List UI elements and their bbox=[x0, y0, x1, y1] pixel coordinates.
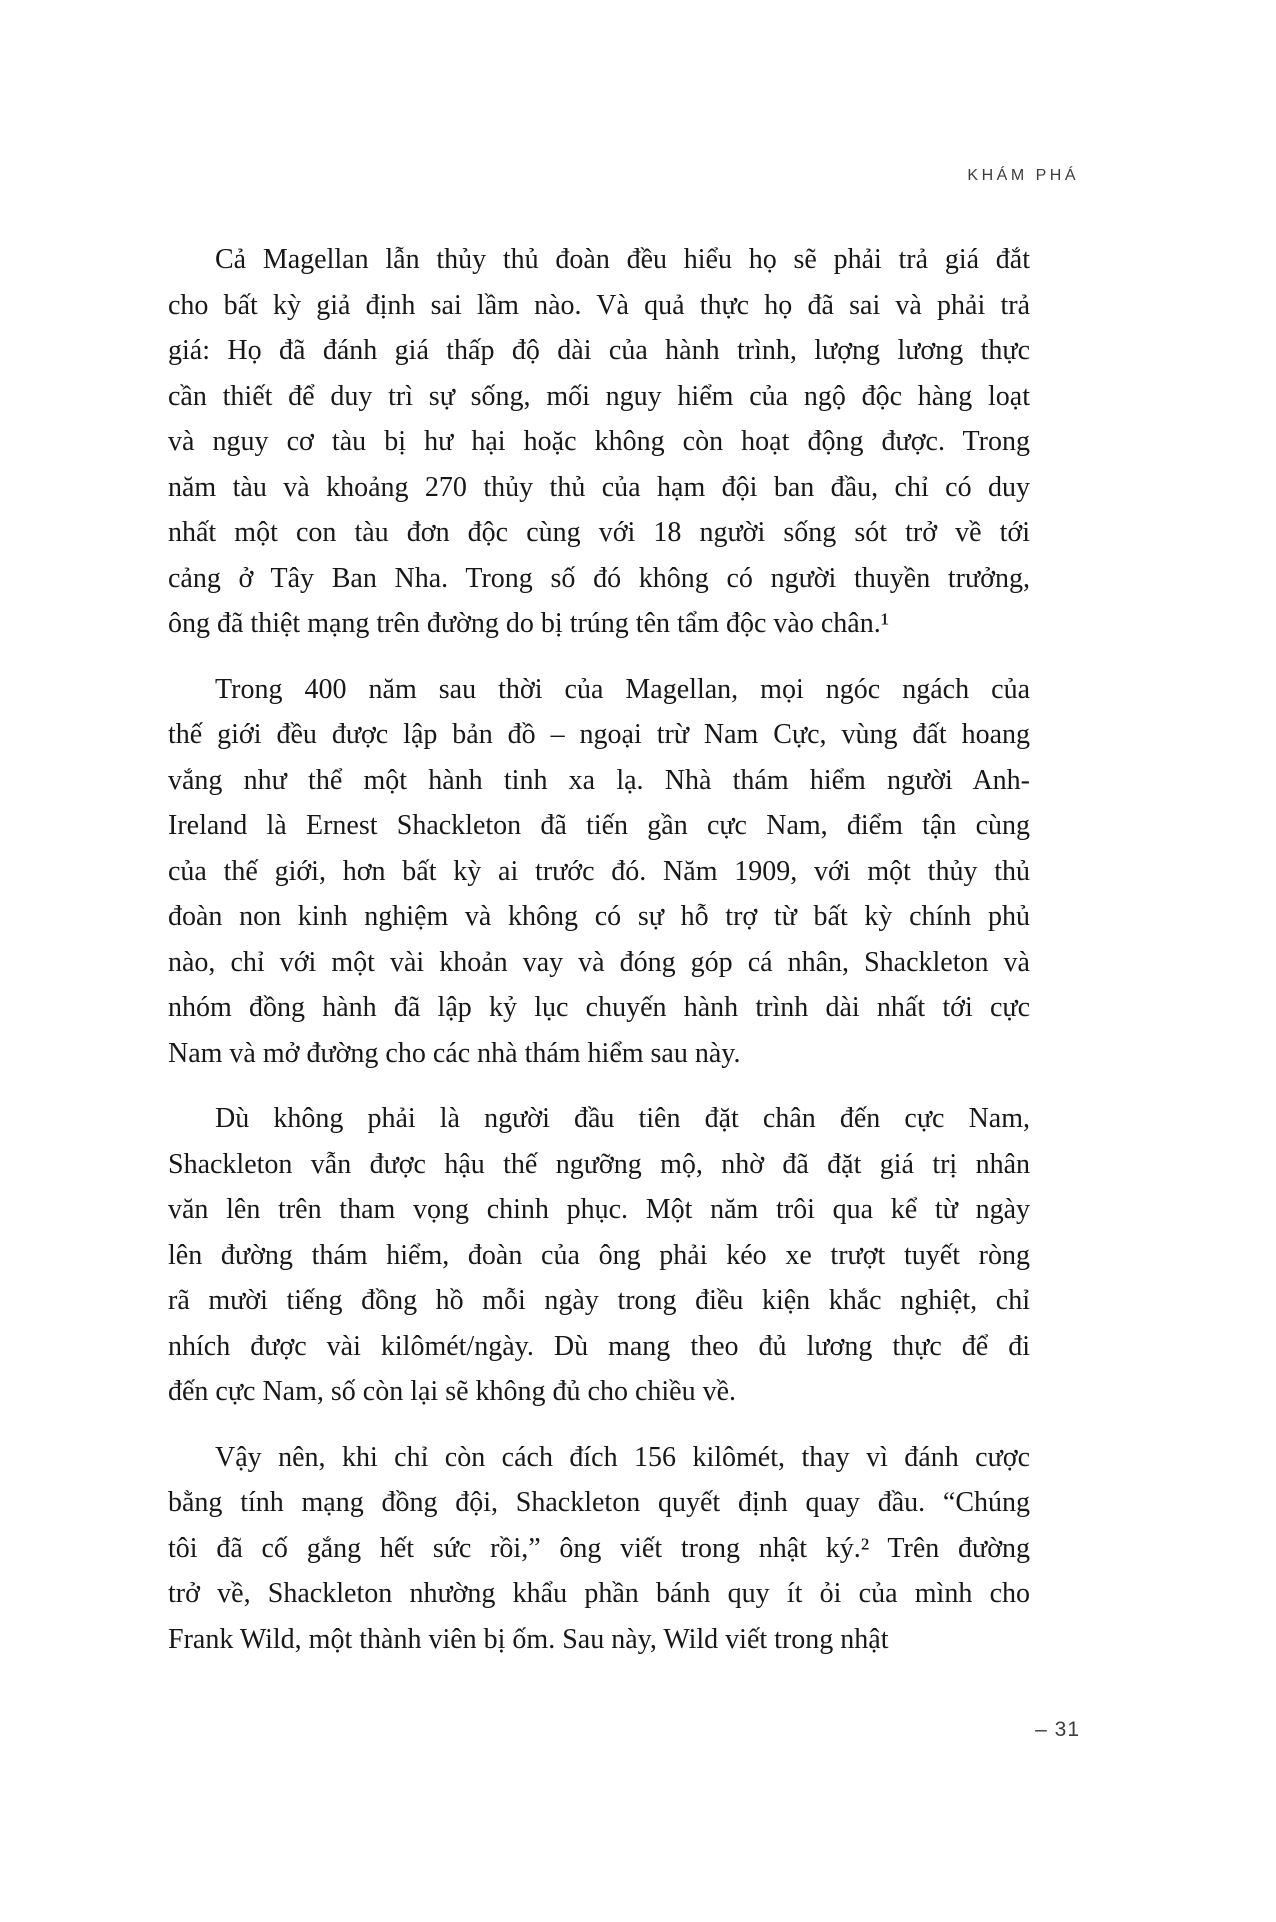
text-line: cần thiết để duy trì sự sống, mối nguy hiểm của ngộ độc hàng loạt bbox=[168, 380, 1030, 412]
text-line: ông đã thiệt mạng trên đường do bị trúng tên tẩm độc vào chân.¹ bbox=[168, 608, 890, 639]
text-line: cho bất kỳ giả định sai lầm nào. Và quả thực họ đã sai và phải trả bbox=[168, 289, 1030, 321]
text-line: đoàn non kinh nghiệm và không có sự hỗ trợ từ bất kỳ chính phủ bbox=[168, 901, 1030, 932]
text-line: Dù không phải là người đầu tiên đặt chân đến cực Nam, bbox=[215, 1103, 1030, 1134]
text-line: trở về, Shackleton nhường khẩu phần bánh quy ít ỏi của mình cho bbox=[168, 1578, 1030, 1609]
running-header: KHÁM PHÁ bbox=[967, 167, 1079, 184]
paragraph bbox=[168, 1435, 1030, 1663]
text-line: giá: Họ đã đánh giá thấp độ dài của hành trình, lượng lương thực bbox=[168, 335, 1030, 366]
text-line: văn lên trên tham vọng chinh phục. Một năm trôi qua kể từ ngày bbox=[168, 1194, 1030, 1225]
text-line: Vậy nên, khi chỉ còn cách đích 156 kilômét, thay vì đánh cược bbox=[215, 1441, 1030, 1473]
text-line: nào, chỉ với một vài khoản vay và đóng góp cá nhân, Shackleton và bbox=[168, 946, 1030, 978]
text-line: Frank Wild, một thành viên bị ốm. Sau này, Wild viết trong nhật bbox=[168, 1623, 889, 1655]
text-line: Shackleton vẫn được hậu thế ngưỡng mộ, nhờ đã đặt giá trị nhân bbox=[168, 1148, 1030, 1180]
text-line: Trong 400 năm sau thời của Magellan, mọi ngóc ngách của bbox=[215, 673, 1030, 705]
text-line: cảng ở Tây Ban Nha. Trong số đó không có người thuyền trưởng, bbox=[168, 562, 1030, 594]
text-line: lên đường thám hiểm, đoàn của ông phải kéo xe trượt tuyết ròng bbox=[168, 1239, 1030, 1271]
text-line: Nam và mở đường cho các nhà thám hiểm sau này. bbox=[168, 1037, 741, 1069]
text-line: Cả Magellan lẫn thủy thủ đoàn đều hiểu họ sẽ phải trả giá đắt bbox=[215, 244, 1030, 275]
text-line: bằng tính mạng đồng đội, Shackleton quyết định quay đầu. “Chúng bbox=[168, 1487, 1030, 1518]
text-line: rã mười tiếng đồng hồ mỗi ngày trong điều kiện khắc nghiệt, chỉ bbox=[168, 1285, 1030, 1316]
text-line: đến cực Nam, số còn lại sẽ không đủ cho chiều về. bbox=[168, 1376, 737, 1407]
text-line: nhích được vài kilômét/ngày. Dù mang theo đủ lương thực để đi bbox=[168, 1330, 1030, 1362]
text-line: năm tàu và khoảng 270 thủy thủ của hạm đội ban đầu, chỉ có duy bbox=[168, 471, 1030, 503]
text-line: Ireland là Ernest Shackleton đã tiến gần cực Nam, điểm tận cùng bbox=[168, 810, 1030, 841]
text-line: vắng như thể một hành tinh xa lạ. Nhà thám hiểm người Anh- bbox=[168, 764, 1030, 796]
text-line: của thế giới, hơn bất kỳ ai trước đó. Năm 1909, với một thủy thủ bbox=[168, 855, 1030, 887]
paragraph bbox=[168, 237, 1030, 647]
text-line: thế giới đều được lập bản đồ – ngoại trừ Nam Cực, vùng đất hoang bbox=[168, 719, 1030, 750]
text-line: nhóm đồng hành đã lập kỷ lục chuyến hành trình dài nhất tới cực bbox=[168, 992, 1030, 1023]
text-line: và nguy cơ tàu bị hư hại hoặc không còn hoạt động được. Trong bbox=[168, 426, 1030, 457]
text-line: nhất một con tàu đơn độc cùng với 18 người sống sót trở về tới bbox=[168, 517, 1030, 548]
paragraph bbox=[168, 1096, 1030, 1415]
page-number: – 31 bbox=[1035, 1718, 1080, 1741]
body-text bbox=[168, 237, 1030, 1682]
paragraph bbox=[168, 667, 1030, 1077]
text-line: tôi đã cố gắng hết sức rồi,” ông viết trong nhật ký.² Trên đường bbox=[168, 1532, 1030, 1564]
